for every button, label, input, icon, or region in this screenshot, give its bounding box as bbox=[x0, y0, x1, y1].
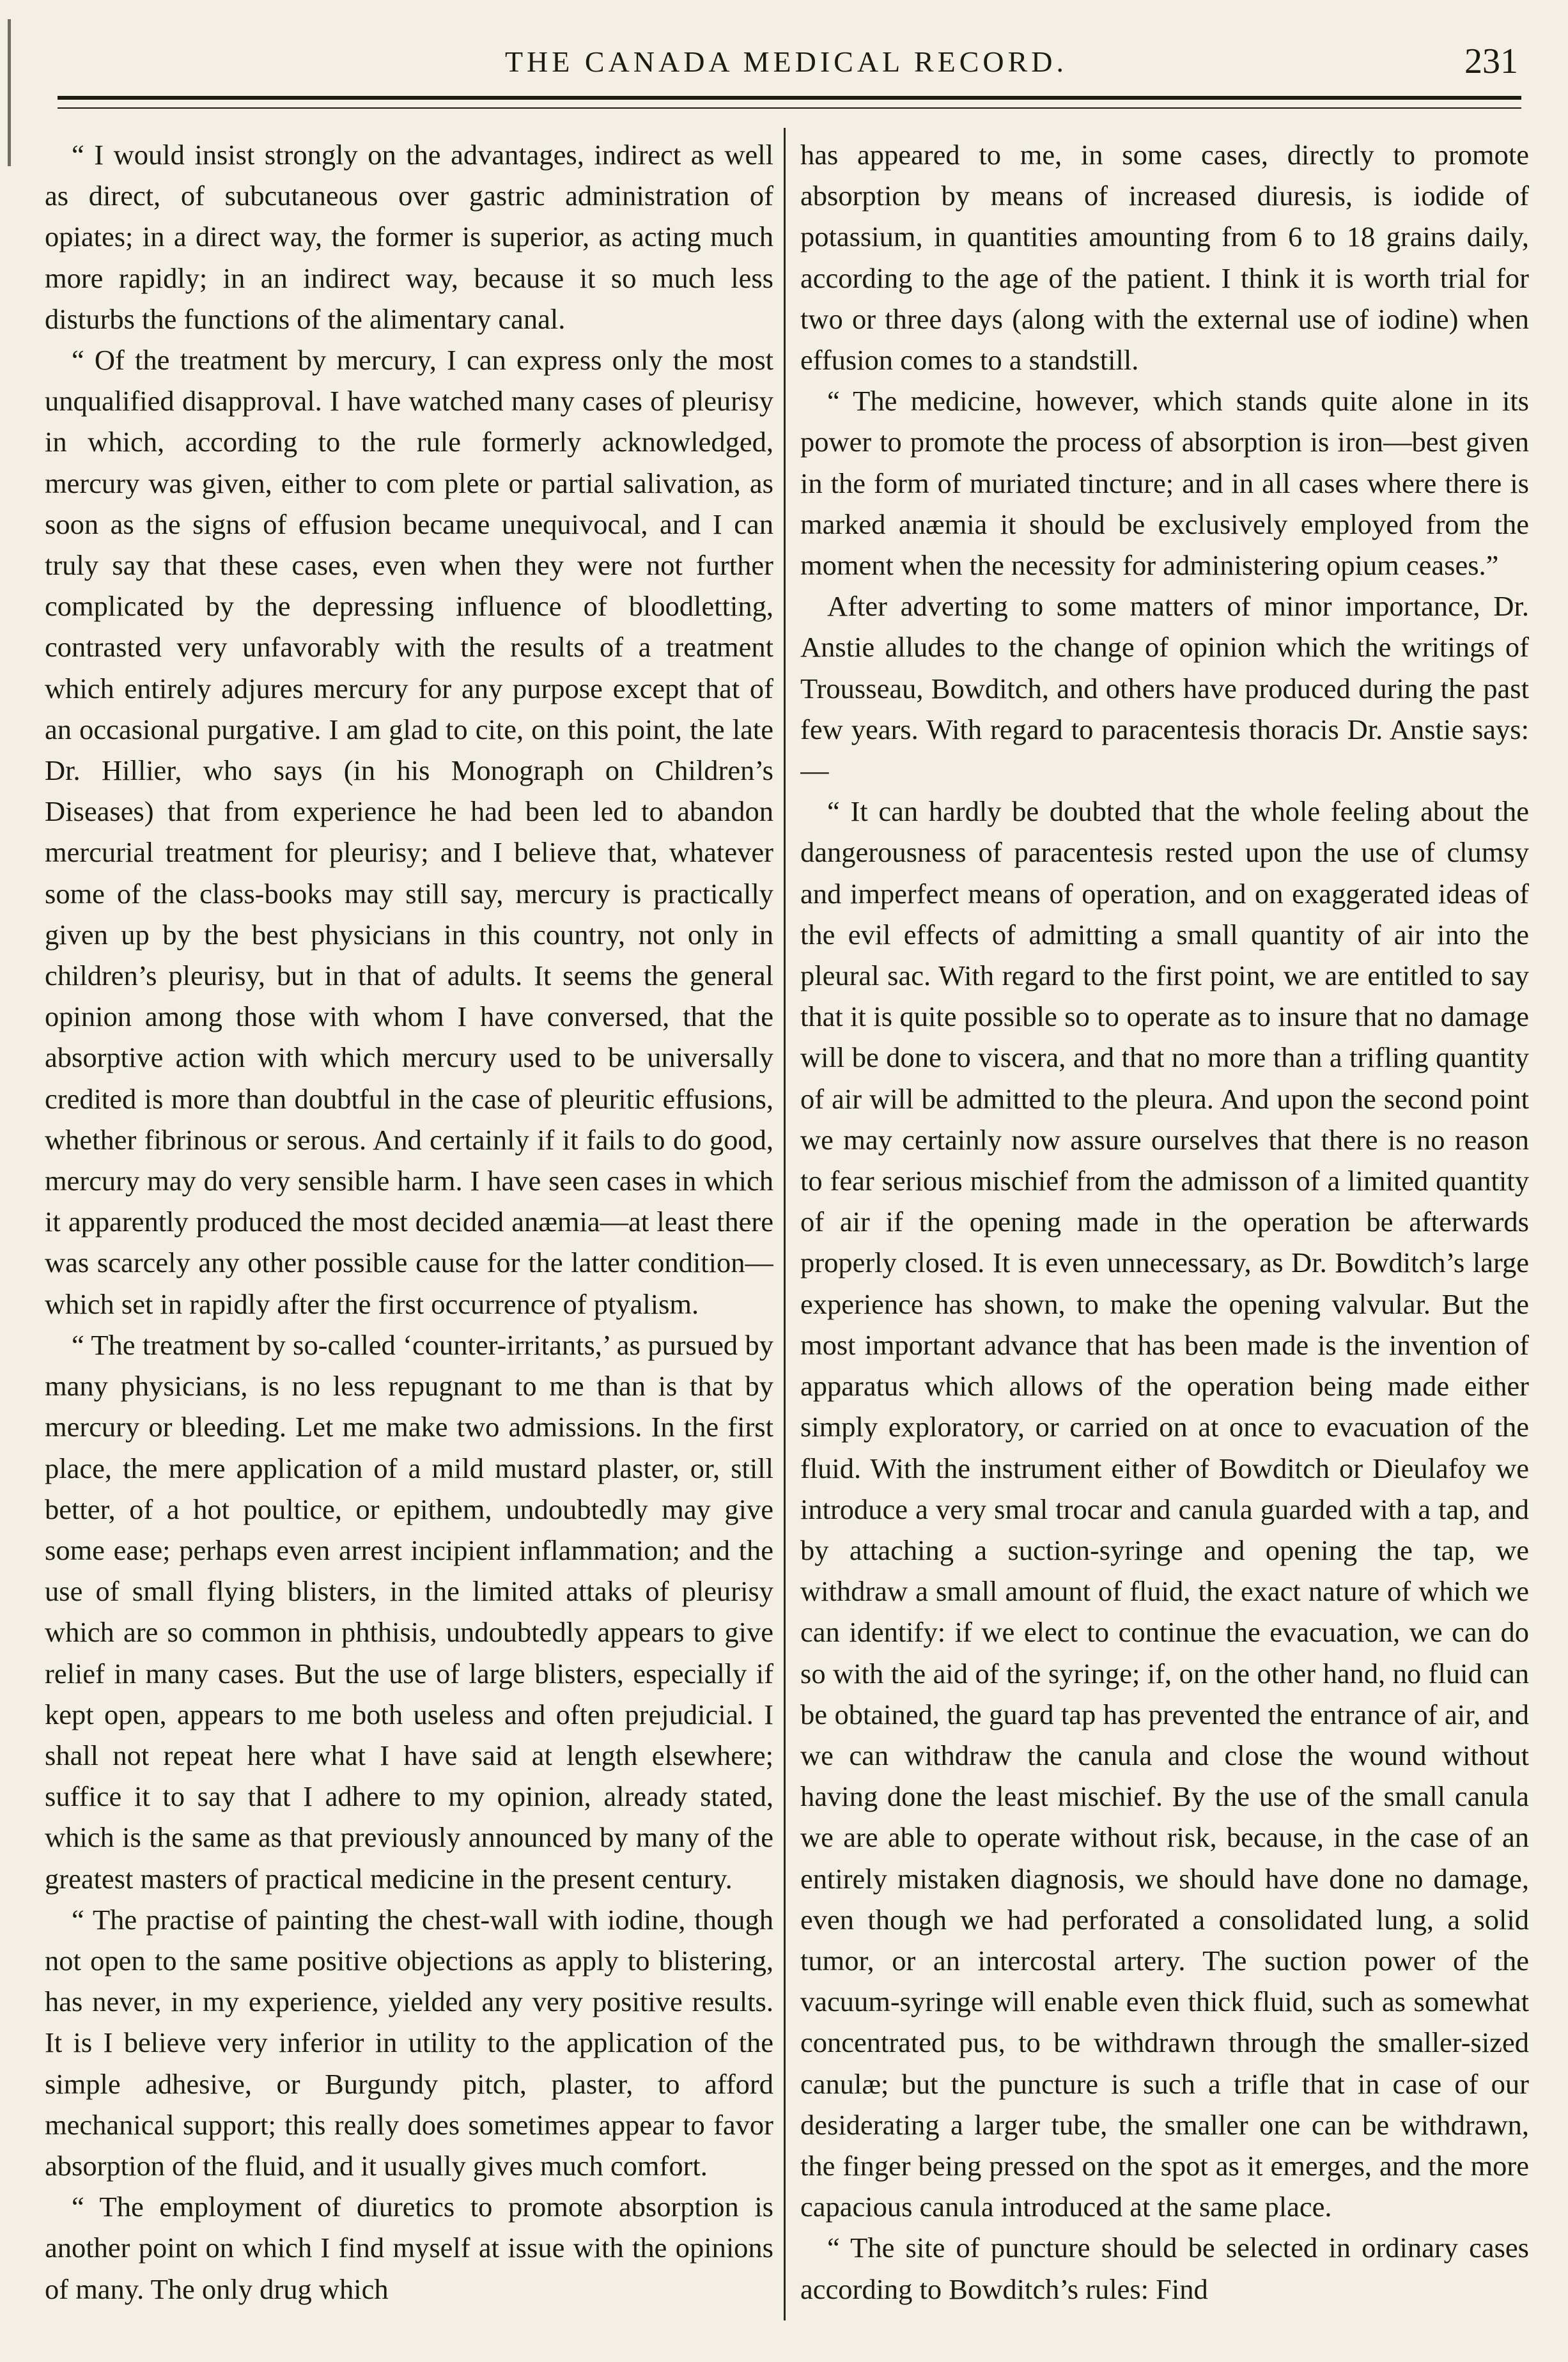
paragraph: “ The medicine, however, which stands quite alone in its power to promote the process of absorption is iron—best given in the form of muriated tincture; and in all cases where there is marked anæmia it should be exclusively employed from the moment when the necessity for administering opium ceases.” bbox=[800, 385, 1529, 582]
paragraph: “ I would insist strongly on the advantages, indirect as well as direct, of subcutaneous over gastric administration of opiates; in a direct way, the former is superior, as acting much more rapidly; in an indirect way, because it so much less disturbs the functions of the alimentary canal. bbox=[45, 139, 773, 335]
paragraph: “ It can hardly be doubted that the whole feeling about the dangerousness of paracentesis rested upon the use of clumsy and imperfect means of operation, and on exaggerated ideas of the evil effects of admitting a small quantity of air into the pleural sac. With regard to the first point, we are entitled to say that it is quite possible so to operate as to insure that no damage will be done to viscera, and that no more than a trifling quantity of air will be admitted to the pleura. And upon the second point we may certainly now assure ourselves that there is no reason to fear serious mischief from the admisson of a limited quantity of air if the opening made in the operation be afterwards properly closed. It is even unnecessary, as Dr. Bowditch’s large experience has shown, to make the opening valvular. But the most important advance that has been made is the invention of apparatus which allows of the operation being made either simply exploratory, or carried on at once to evacuation of the fluid. With the instrument either of Bowditch or Dieulafoy we introduce a very smal trocar and canula guarded with a tap, and by attaching a suction-syringe and opening the tap, we withdraw a small amount of fluid, the exact nature of which we can identify: if we elect to continue the evacuation, we can do so with the aid of the syringe; if, on the other hand, no fluid can be obtained, the guard tap has prevented the entrance of air, and we can withdraw the canula and close the wound without having done the least mischief. By the use of the small canula we are able to operate without risk, because, in the case of an entirely mistaken diagnosis, we should have done no damage, even though we had perforated a consolidated lung, a solid tumor, or an intercostal artery. The suction power of the vacuum-syringe will enable even thick fluid, such as somewhat concentrated pus, to be withdrawn through the smaller-sized canulæ; but the puncture is such a trifle that in case of our desiderating a larger tube, the smaller one can be withdrawn, the finger being pressed on the spot as it emerges, and the more capacious canula introduced at the same place. bbox=[800, 795, 1529, 2223]
paragraph: has appeared to me, in some cases, directly to promote absorption by means of increased diuresis, is iodide of potassium, in quantities amounting from 6 to 18 grains daily, according to the age of the patient. I think it is worth trial for two or three days (along with the external use of iodine) when effusion comes to a standstill. bbox=[800, 139, 1529, 377]
header-rule-thick bbox=[58, 96, 1521, 100]
binding-edge-mark bbox=[8, 19, 11, 166]
left-column bbox=[45, 134, 773, 2327]
running-title: THE CANADA MEDICAL RECORD. bbox=[504, 45, 1068, 78]
page-number: 231 bbox=[1464, 42, 1518, 81]
right-column bbox=[800, 134, 1529, 2327]
paragraph: After adverting to some matters of minor importance, Dr. Anstie alludes to the change of opinion which the writings of Trousseau, Bowditch, and others have produced during the past few years. With regard to paracentesis thoracis Dr. Anstie says:— bbox=[800, 590, 1529, 787]
paragraph: “ The employment of diuretics to promote absorption is another point on which I find myself at issue with the opinions of many. The only drug which bbox=[45, 2191, 773, 2305]
column-divider bbox=[784, 128, 786, 2320]
header-rule-thin bbox=[58, 107, 1521, 109]
paragraph: “ The treatment by so-called ‘counter-irritants,’ as pursued by many physicians, is no less repugnant to me than is that by mercury or bleeding. Let me make two admissions. In the first place, the mere application of a mild mustard plaster, or, still better, of a hot poultice, or epithem, undoubtedly may give some ease; perhaps even arrest incipient inflammation; and the use of small flying blisters, in the limited attaks of pleurisy which are so common in phthisis, undoubtedly appears to give relief in many cases. But the use of large blisters, especially if kept open, appears to me both useless and often prejudicial. I shall not repeat here what I have said at length elsewhere; suffice it to say that I adhere to my opinion, already stated, which is the same as that previously announced by many of the greatest masters of practical medicine in the present century. bbox=[45, 1328, 773, 1895]
running-head bbox=[54, 40, 1518, 91]
paragraph: “ Of the treatment by mercury, I can express only the most unqualified disapproval. I have watched many cases of pleurisy in which, according to the rule formerly acknowledged, mercury was given, either to com plete or partial salivation, as soon as the signs of effusion became unequivocal, and I can truly say that these cases, even when they were not further complicated by the depressing influence of bloodletting, contrasted very unfavorably with the results of a treatment which entirely adjures mercury for any purpose except that of an occasional purgative. I am glad to cite, on this point, the late Dr. Hillier, who says (in his Monograph on Children’s Diseases) that from experience he had been led to abandon mercurial treatment for pleurisy; and I believe that, whatever some of the class-books may still say, mercury is practically given up by the best physicians in this country, not only in children’s pleurisy, but in that of adults. It seems the general opinion among those with whom I have conversed, that the absorptive action with which mercury used to be universally credited is more than doubtful in the case of pleuritic effusions, whether fibrinous or serous. And certainly if it fails to do good, mercury may do very sensible harm. I have seen cases in which it apparently produced the most decided anæmia—at least there was scarcely any other possible cause for the latter condition—which set in rapidly after the first occurrence of ptyalism. bbox=[45, 344, 773, 1320]
paragraph: “ The practise of painting the chest-wall with iodine, though not open to the same positive objections as apply to blistering, has never, in my experience, yielded any very positive results. It is I believe very inferior in utility to the application of the simple adhesive, or Burgundy pitch, plaster, to afford mechanical support; this really does sometimes appear to favor absorption of the fluid, and it usually gives much comfort. bbox=[45, 1903, 773, 2182]
paragraph: “ The site of puncture should be selected in ordinary cases according to Bowditch’s rules: Find bbox=[800, 2232, 1529, 2305]
